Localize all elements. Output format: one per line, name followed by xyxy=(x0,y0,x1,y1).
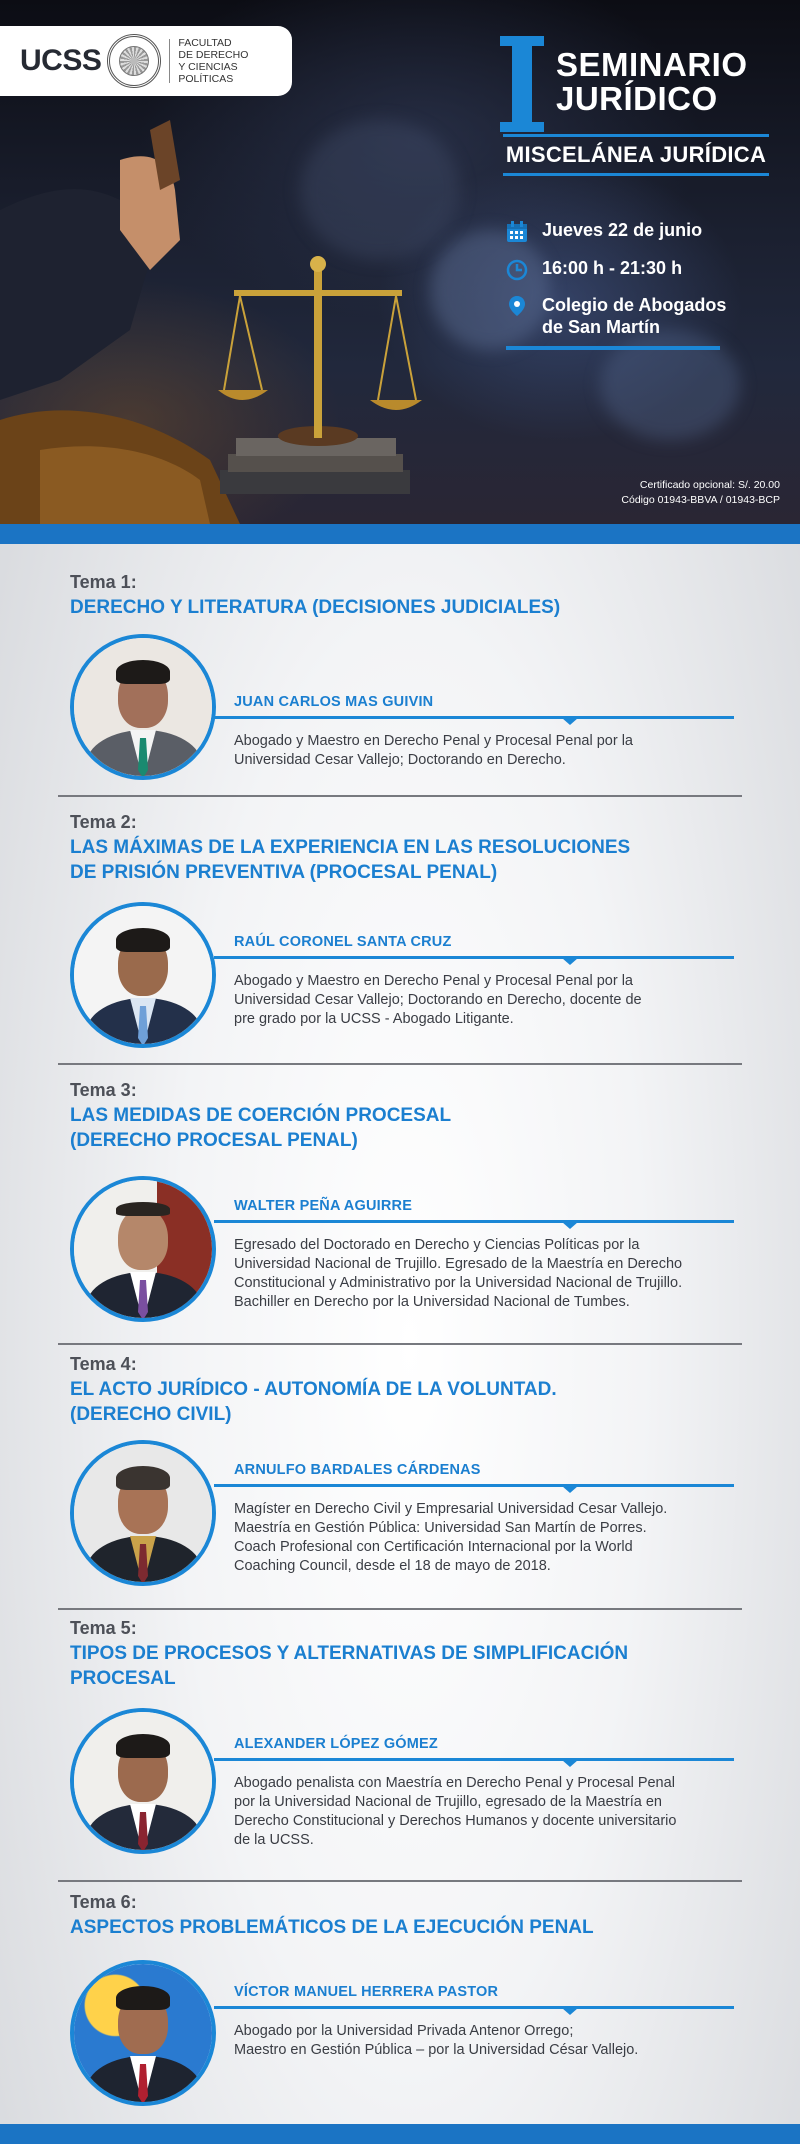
speaker-name: VÍCTOR MANUEL HERRERA PASTOR xyxy=(234,1984,499,2000)
university-seal-icon xyxy=(107,34,161,88)
speaker-6 xyxy=(234,1984,734,2060)
logo-text: UCSS xyxy=(20,44,102,77)
topic-title: EL ACTO JURÍDICO - AUTONOMÍA DE LA VOLUNTAD. (DERECHO CIVIL) xyxy=(70,1379,557,1425)
speaker-photo-5 xyxy=(70,1708,216,1854)
scales-of-justice-illustration xyxy=(210,250,430,524)
topic-title: DERECHO Y LITERATURA (DECISIONES JUDICIALES) xyxy=(70,597,561,618)
topic-number: Tema 5: xyxy=(70,1618,137,1638)
topic-divider xyxy=(58,795,742,797)
topic-number: Tema 1: xyxy=(70,572,137,592)
speaker-name: ARNULFO BARDALES CÁRDENAS xyxy=(234,1462,481,1478)
header-blue-band xyxy=(0,524,800,544)
logo-divider xyxy=(169,39,170,83)
speaker-2 xyxy=(234,934,734,1029)
topic-divider xyxy=(58,1880,742,1882)
event-place-text: Colegio de Abogados de San Martín xyxy=(542,295,727,337)
speaker-photo-6 xyxy=(70,1960,216,2106)
speaker-photo-3 xyxy=(70,1176,216,1322)
speaker-3 xyxy=(234,1198,734,1312)
speaker-bio: Magíster en Derecho Civil y Empresarial Universidad Cesar Vallejo. Maestría en Gestión Pública: Universidad San Martín de Porres. Coach Profesional con Certificación Internacional por la World Coaching Council, desde el 18 de mayo de 2018. xyxy=(234,1501,668,1574)
speaker-photo-2 xyxy=(70,902,216,1048)
speaker-underline xyxy=(214,716,734,719)
speaker-4 xyxy=(234,1462,734,1576)
event-place xyxy=(506,294,726,338)
topic-number: Tema 4: xyxy=(70,1354,137,1374)
svg-text:I: I xyxy=(521,95,523,97)
speaker-name: JUAN CARLOS MAS GUIVIN xyxy=(234,694,434,710)
topic-number: Tema 3: xyxy=(70,1080,137,1100)
speaker-bio: Abogado penalista con Maestría en Derecho Penal y Procesal Penal por la Universidad Nacional de Trujillo, egresado de la Maestría en Derecho Constitucional y Derechos Humanos y docente universitario de la UCSS. xyxy=(234,1775,677,1848)
speaker-1 xyxy=(234,694,734,770)
speaker-bio: Egresado del Doctorado en Derecho y Ciencias Políticas por la Universidad Nacional de Trujillo. Egresado de la Maestría en Derecho Constitucional y Administrativo por la Universidad Nacional de Trujillo. Bachiller en Derecho por la Universidad Nacional de Tumbes. xyxy=(234,1237,683,1310)
topic-title: LAS MÁXIMAS DE LA EXPERIENCIA EN LAS RESOLUCIONES DE PRISIÓN PREVENTIVA (PROCESAL PENAL) xyxy=(70,837,631,883)
topic-3 xyxy=(70,1080,750,1153)
speaker-bio: Abogado por la Universidad Privada Antenor Orrego; Maestro en Gestión Pública – por la Universidad César Vallejo. xyxy=(234,2023,639,2058)
speaker-photo-4 xyxy=(70,1440,216,1586)
topic-6 xyxy=(70,1892,750,1940)
calendar-icon xyxy=(506,221,528,243)
info-underline xyxy=(506,346,720,350)
topic-number: Tema 2: xyxy=(70,812,137,832)
topic-number: Tema 6: xyxy=(70,1892,137,1912)
speaker-photo-1 xyxy=(70,634,216,780)
speaker-underline xyxy=(214,1758,734,1761)
location-pin-icon xyxy=(506,295,528,317)
topic-divider xyxy=(58,1608,742,1610)
topic-divider xyxy=(58,1063,742,1065)
topic-1 xyxy=(70,572,750,620)
speaker-name: RAÚL CORONEL SANTA CRUZ xyxy=(234,934,452,950)
speaker-bio: Abogado y Maestro en Derecho Penal y Procesal Penal por la Universidad Cesar Vallejo; Doctorando en Derecho. xyxy=(234,733,633,768)
speaker-underline xyxy=(214,2006,734,2009)
speaker-5 xyxy=(234,1736,734,1850)
hero-banner xyxy=(0,0,800,524)
topic-title: LAS MEDIDAS DE COERCIÓN PROCESAL (DERECHO PROCESAL PENAL) xyxy=(70,1105,452,1151)
faculty-name: FACULTAD DE DERECHO Y CIENCIAS POLÍTICAS xyxy=(178,37,249,85)
speaker-name: ALEXANDER LÓPEZ GÓMEZ xyxy=(234,1736,438,1752)
event-time xyxy=(506,258,682,281)
footer-blue-band xyxy=(0,2124,800,2144)
speaker-bio: Abogado y Maestro en Derecho Penal y Procesal Penal por la Universidad Cesar Vallejo; Doctorando en Derecho, docente de pre grado por la UCSS - Abogado Litigante. xyxy=(234,973,642,1027)
event-date xyxy=(506,220,702,243)
speaker-underline xyxy=(214,1484,734,1487)
topic-title: TIPOS DE PROCESOS Y ALTERNATIVAS DE SIMPLIFICACIÓN PROCESAL xyxy=(70,1643,629,1689)
speaker-name: WALTER PEÑA AGUIRRE xyxy=(234,1198,413,1214)
seminar-subtitle: MISCELÁNEA JURÍDICA xyxy=(503,134,769,176)
speaker-underline xyxy=(214,1220,734,1223)
certificate-note: Certificado opcional: S/. 20.00 Código 01943-BBVA / 01943-BCP xyxy=(621,479,780,506)
event-date-text: Jueves 22 de junio xyxy=(542,220,703,240)
topic-4 xyxy=(70,1354,750,1427)
event-time-text: 16:00 h - 21:30 h xyxy=(542,258,683,278)
topic-title: ASPECTOS PROBLEMÁTICOS DE LA EJECUCIÓN PENAL xyxy=(70,1917,594,1938)
ucss-logo xyxy=(0,26,292,96)
speaker-underline xyxy=(214,956,734,959)
roman-numeral-one xyxy=(500,36,544,132)
topic-divider xyxy=(58,1343,742,1345)
topic-2 xyxy=(70,812,750,885)
seminar-title: SEMINARIO JURÍDICO xyxy=(556,46,748,117)
topic-5 xyxy=(70,1618,750,1691)
clock-icon xyxy=(506,259,528,281)
topics-section xyxy=(0,544,800,2124)
